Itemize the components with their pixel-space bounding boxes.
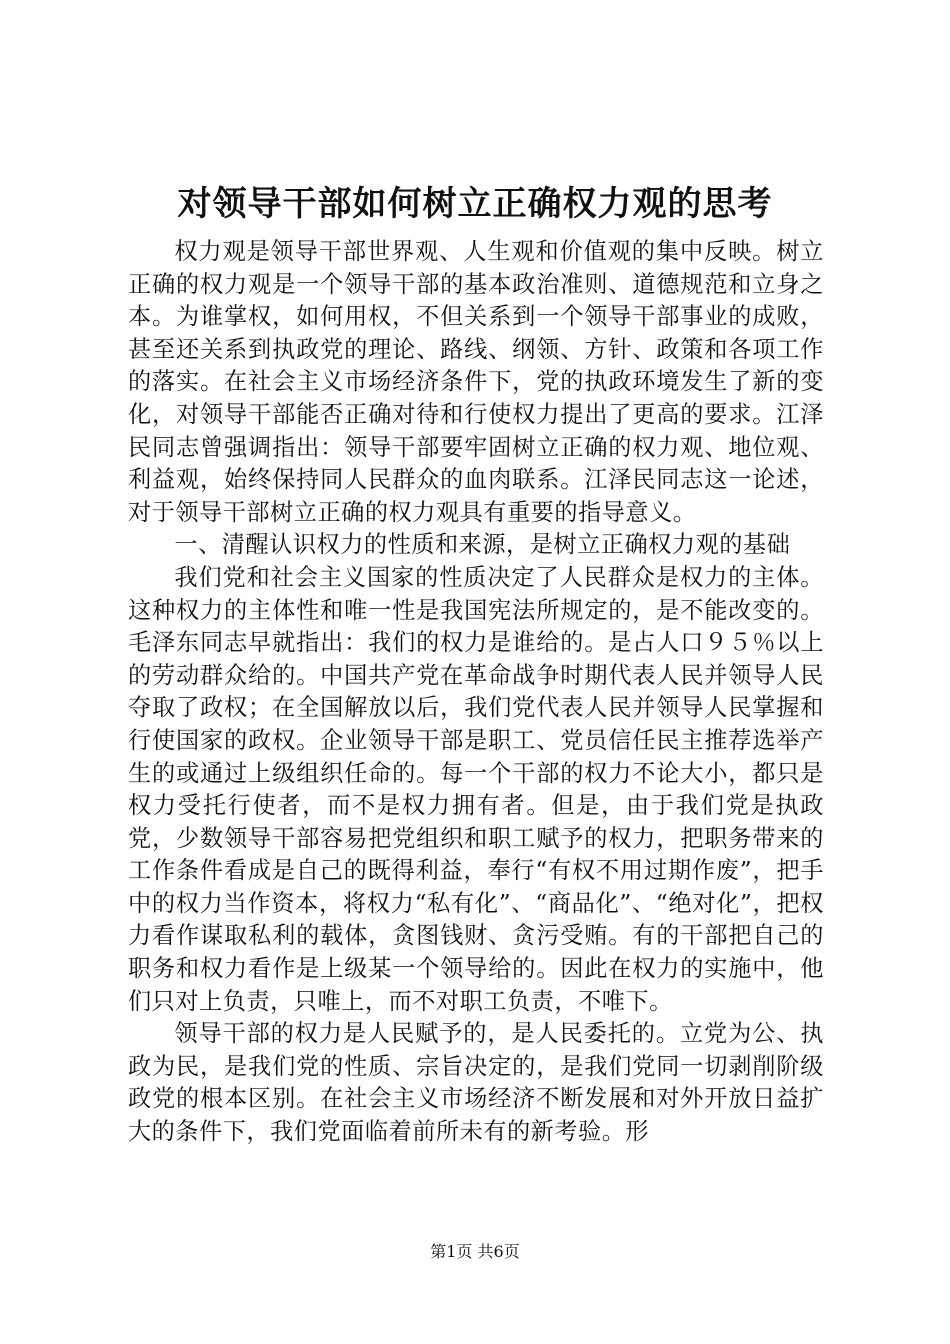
paragraph-power-entrusted: 领导干部的权力是人民赋予的，是人民委托的。立党为公、执政为民，是我们党的性质、宗旨决定的，是我们党同一切剥削阶级政党的根本区别。在社会主义市场经济不断发展和对外开放日益扩大的条件下，我们党面临着前所未有的新考验。形 — [128, 1020, 824, 1146]
page-number-footer: 第1页 共6页 — [430, 1242, 520, 1261]
paragraph-intro: 权力观是领导干部世界观、人生观和价值观的集中反映。树立正确的权力观是一个领导干部的基本政治准则、道德规范和立身之本。为谁掌权，如何用权，不但关系到一个领导干部事业的成败，甚至还关系到执政党的理论、路线、纲领、方针、政策和各项工作的落实。在社会主义市场经济条件下，党的执政环境发生了新的变化，对领导干部能否正确对待和行使权力提出了更高的要求。江泽民同志曾强调指出：领导干部要牢固树立正确的权力观、地位观、利益观，始终保持同人民群众的血肉联系。江泽民同志这一论述，对于领导干部树立正确的权力观具有重要的指导意义。 — [128, 238, 824, 526]
document-body — [128, 236, 824, 1149]
document-title: 对领导干部如何树立正确权力观的思考 — [177, 184, 773, 224]
section-heading-1: 一、清醒认识权力的性质和来源，是树立正确权力观的基础 — [174, 531, 791, 559]
paragraph-source-of-power: 我们党和社会主义国家的性质决定了人民群众是权力的主体。这种权力的主体性和唯一性是我国宪法所规定的，是不能改变的。毛泽东同志早就指出：我们的权力是谁给的。是占人口９５％以上的劳动群众给的。中国共产党在革命战争时期代表人民并领导人民夺取了政权；在全国解放以后，我们党代表人民并领导人民掌握和行使国家的政权。企业领导干部是职工、党员信任民主推荐选举产生的或通过上级组织任命的。每一个干部的权力不论大小，都只是权力受托行使者，而不是权力拥有者。但是，由于我们党是执政党，少数领导干部容易把党组织和职工赋予的权力，把职务带来的工作条件看成是自己的既得利益，奉行“有权不用过期作废”，把手中的权力当作资本，将权力“私有化”、“商品化”、“绝对化”，把权力看作谋取私利的载体，贪图钱财、贪污受贿。有的干部把自己的职务和权力看作是上级某一个领导给的。因此在权力的实施中，他们只对上负责，只唯上，而不对职工负责，不唯下。 — [128, 563, 824, 1015]
